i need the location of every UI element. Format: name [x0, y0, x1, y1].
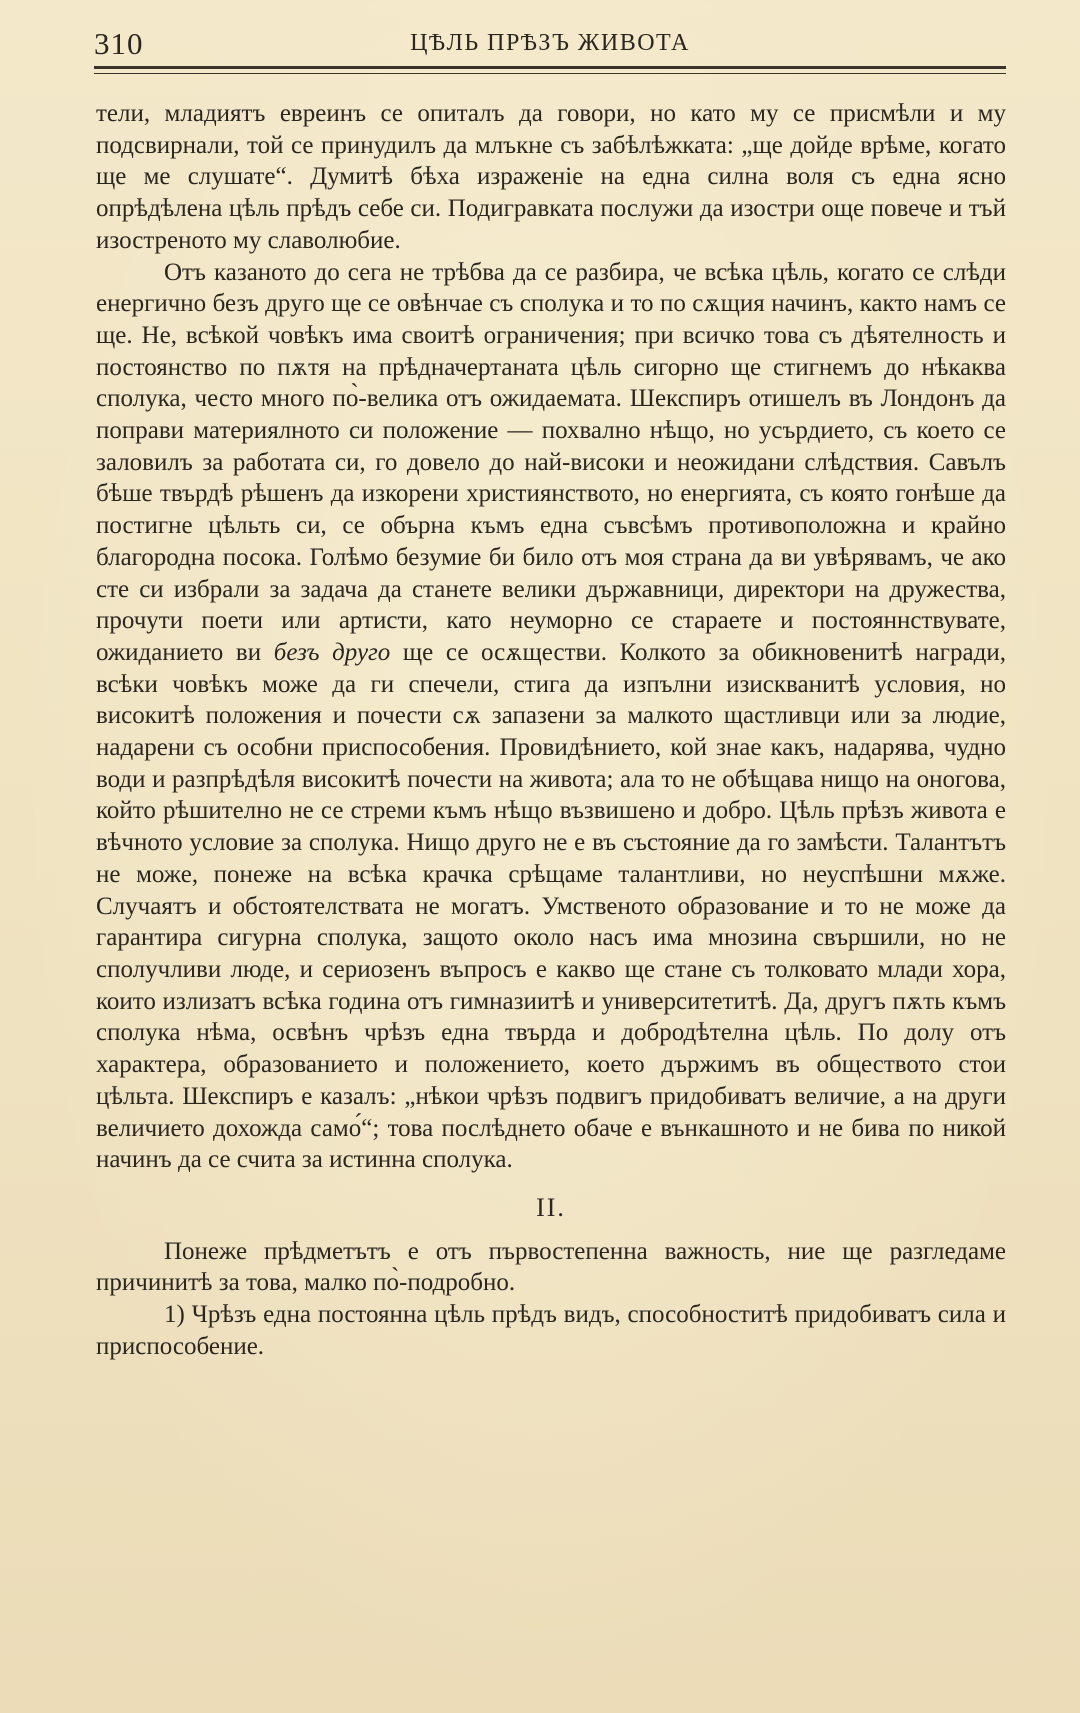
- header-rule-thin: [94, 73, 1006, 74]
- running-title: ЦѢЛЬ ПРѢЗЪ ЖИВОТА: [410, 30, 690, 56]
- page-number: 310: [94, 26, 144, 61]
- page-header: [94, 22, 1006, 62]
- paragraph-main-text-before: Отъ казаното до сега не трѣбва да се разбира, че всѣка цѣль, когато се слѣди енергично безъ друго ще се овѣнчае съ сполука и то по сѫщия начинъ, както намъ се ще. Не, всѣкой човѣкъ има своитѣ ограничения; при всичко това съ дѣятелность и постоянство по пѫтя на прѣдначертаната цѣль сигорно ще стигнемъ до нѣкаква сполука, често много по̀-велика отъ ожидаемата. Шекспиръ отишелъ въ Лондонъ да поправи материялното си положение — похвално нѣщо, но усърдието, съ което се заловилъ за работата си, го довело до най-високи и неожидани слѣдствия. Савълъ бѣше твърдѣ рѣшенъ да изкорени християнството, но енергията, съ която гонѣше да постигне цѣльть си, се обърна къмъ една съвсѣмъ противоположна и крайно благородна посока. Голѣмо безумие би било отъ моя страна да ви увѣрявамъ, че ако сте си избрали за задача да станете велики държавници, директори на дружества, прочути поети или артисти, като неуморно се стараете и постояннствувате, ожиданието ви: [96, 258, 1006, 666]
- section-heading: II.: [536, 1192, 566, 1222]
- paragraph-main: [96, 257, 1006, 1176]
- paragraph-list-item-1: 1) Чрѣзъ една постоянна цѣль прѣдъ видъ, способноститѣ придобиватъ сила и приспособение.: [96, 1301, 1006, 1360]
- header-rule-thick: [94, 66, 1006, 69]
- body-text: [96, 98, 1006, 1362]
- paragraph-main-italic: безъ друго: [273, 638, 391, 666]
- paragraph-main-text-after: ще се осѫществи. Колкото за обикновенитѣ награди, всѣки човѣкъ може да ги спечели, стига да изпълни изискванитѣ условия, но виcокитѣ положения и почести сѫ запазени за малкото щастливци или за людие, надарени съ особни приспособения. Провидѣнието, кой знае какъ, надарява, чудно води и разпрѣдѣля високитѣ почести на живота; ала то не обѣщава нищо на оногова, който рѣшително не се стреми къмъ нѣщо възвишено и добро. Цѣль прѣзъ живота е вѣчното условие за сполука. Нищо друго не е въ състояние да го замѣсти. Талантътъ не може, понеже на всѣка крачка срѣщаме талантливи, но неуспѣшни мѫже. Случаятъ и обстоятелствата не могатъ. Умственото образование и то не може да гарантира сигурна сполука, защото около насъ има мнозина свършили, но не сполучливи люде, и сериозенъ въпросъ е какво ще стане съ толковато млади хора, които излизатъ всѣка година отъ гимназиитѣ и университетитѣ. Да, другъ пѫть къмъ сполука нѣма, освѣнъ чрѣзъ една твърда и добродѣтелна цѣль. По долу отъ характера, образованието и положението, което държимъ въ обществото стои цѣльта. Шекспиръ е казалъ: „нѣкои чрѣзъ подвигъ придобиватъ величие, а на други величието дохожда само́“; това послѣднето обаче е вънкашното и не бива по никой начинъ да се счита за истинна сполука.: [96, 638, 1006, 1174]
- paragraph-continuation: тели, младиятъ евреинъ се опиталъ да говори, но като му се присмѣли и му подсвирнали, той се принудилъ да млъкне съ забѣлѣжката: „ще дойде врѣме, когато ще ме слушате“. Думитѣ бѣха израженiе на една силна воля съ една ясно опрѣдѣлена цѣль прѣдъ себе си. Подигравката послужи да изостри още повече и тъй изостреното му славолюбие.: [96, 100, 1006, 254]
- paragraph-section-intro: Понеже прѣдметътъ е отъ първостепенна важность, ние ще разгледаме причинитѣ за това, малко по̀-подробно.: [96, 1237, 1006, 1297]
